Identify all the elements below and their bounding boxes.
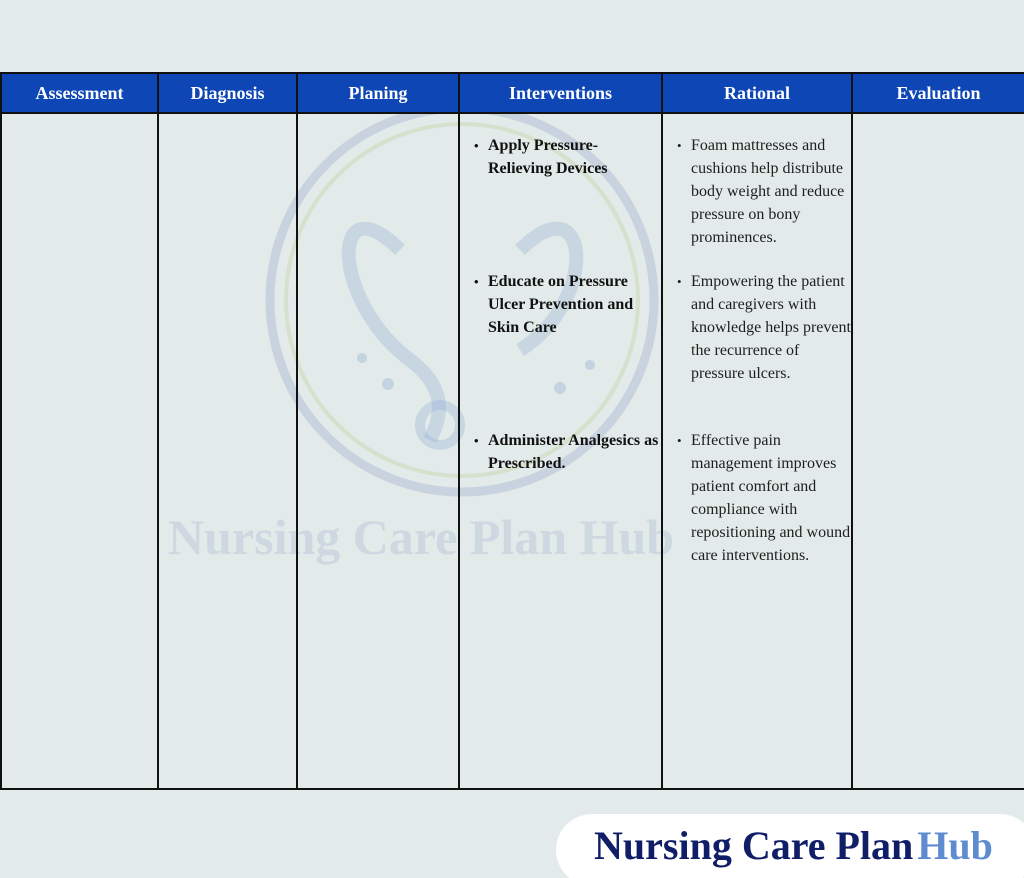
header-diagnosis: Diagnosis	[158, 73, 297, 113]
brand-logo	[556, 814, 1024, 878]
list-item	[460, 429, 661, 475]
cell-planing	[297, 113, 459, 789]
header-assessment: Assessment	[1, 73, 158, 113]
intervention-text: Apply Pressure-Relieving Devices	[488, 137, 608, 177]
list-item	[663, 270, 851, 385]
intervention-text: Educate on Pressure Ulcer Prevention and Skin Care	[488, 273, 634, 336]
rationale-text: Effective pain management improves patient comfort and compliance with repositioning and wound care interventions.	[691, 432, 851, 564]
cell-assessment	[1, 113, 158, 789]
table-row	[1, 113, 1024, 789]
rationale-text: Foam mattresses and cushions help distribute body weight and reduce pressure on bony prominences.	[691, 137, 845, 246]
bullet-icon: •	[474, 433, 479, 448]
bullet-icon: •	[474, 274, 479, 289]
header-planing: Planing	[297, 73, 459, 113]
bullet-icon: •	[677, 433, 682, 448]
cell-evaluation	[852, 113, 1024, 789]
bullet-icon: •	[474, 138, 479, 153]
list-item	[663, 134, 851, 249]
list-item	[663, 429, 851, 567]
watermark-text: Nursing Care Plan Hub	[168, 509, 675, 565]
table-header-row	[1, 73, 1024, 113]
cell-rational	[662, 113, 852, 789]
header-rational: Rational	[662, 73, 852, 113]
care-plan-table	[0, 72, 1024, 790]
intervention-text: Administer Analgesics as Prescribed.	[488, 432, 659, 472]
cell-interventions	[459, 113, 662, 789]
bullet-icon: •	[677, 274, 682, 289]
header-interventions: Interventions	[459, 73, 662, 113]
cell-diagnosis	[158, 113, 297, 789]
brand-name-accent: Hub	[917, 823, 993, 868]
header-evaluation: Evaluation	[852, 73, 1024, 113]
list-item	[460, 270, 661, 339]
rationale-text: Empowering the patient and caregivers with knowledge helps prevent the recurrence of pressure ulcers.	[691, 273, 851, 382]
list-item	[460, 134, 661, 180]
brand-name: Nursing Care Plan	[594, 823, 914, 868]
bullet-icon: •	[677, 138, 682, 153]
